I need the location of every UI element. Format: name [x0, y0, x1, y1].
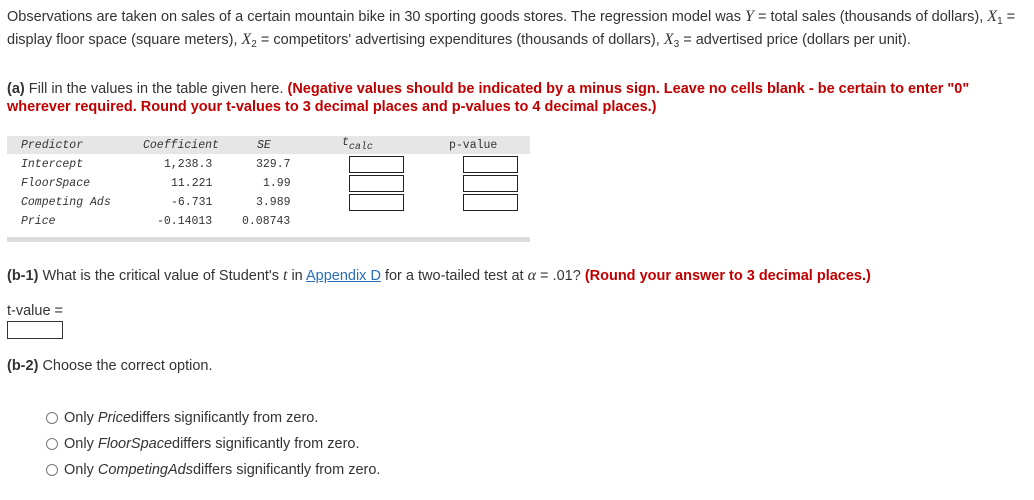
- part-a-instruction: (Negative values should be indicated by a minus sign. Leave no cells blank - be certain to enter "0" wherever required. Round your t-values to 3 decimal places and p-values to 4 decimal places.): [7, 81, 970, 115]
- part-b1-text: for a two-tailed test at: [380, 268, 528, 284]
- intro-text: = competitors' advertising expenditures (thousands of dollars),: [256, 31, 664, 48]
- pvalue-input-intercept[interactable]: [463, 156, 518, 173]
- x2-symbol: X: [241, 30, 252, 48]
- tcalc-input-intercept[interactable]: [349, 156, 404, 173]
- tcalc-main: t: [342, 136, 349, 149]
- row-coefficient: 11.221: [171, 177, 213, 190]
- part-b1-text: in: [287, 268, 306, 284]
- tcalc-input-competing-ads[interactable]: [349, 194, 404, 211]
- part-b1-label: (b-1): [7, 268, 39, 284]
- part-b2-label: (b-2): [7, 358, 39, 374]
- row-coefficient: -6.731: [171, 196, 213, 209]
- option-competingads[interactable]: [46, 462, 380, 478]
- t-value-label: t-value =: [7, 303, 64, 319]
- option-variable: FloorSpace: [97, 436, 173, 452]
- option-floorspace[interactable]: [46, 436, 360, 452]
- x2-subscript: 2: [251, 38, 257, 50]
- option-text: Only: [64, 436, 94, 452]
- row-predictor: FloorSpace: [21, 177, 91, 190]
- option-text: Only: [64, 462, 94, 478]
- header-tcalc: [342, 136, 373, 153]
- part-b2-text: Choose the correct option.: [38, 358, 213, 374]
- option-text: differs significantly from zero.: [192, 462, 381, 478]
- radio-button[interactable]: [46, 464, 58, 476]
- option-variable: CompetingAds: [97, 462, 193, 478]
- option-text: Only: [64, 410, 94, 426]
- x1-subscript: 1: [997, 16, 1003, 27]
- intro-text: Observations are taken on sales of a certain mountain bike in 30 sporting goods stores. The regression model was: [7, 9, 746, 25]
- intro-text: = total sales (thousands of dollars),: [753, 9, 988, 25]
- row-coefficient: 1,238.3: [164, 158, 213, 171]
- part-a-text: Fill in the values in the table given here.: [24, 81, 288, 97]
- x1-symbol: X: [987, 8, 998, 25]
- part-b1-text: What is the critical value of Student's: [38, 268, 283, 284]
- part-a-instructions: [7, 81, 1017, 116]
- tcalc-sub: calc: [348, 142, 373, 153]
- row-se: 3.989: [256, 196, 291, 209]
- problem-statement: [7, 8, 1017, 53]
- x3-subscript: 3: [673, 38, 680, 50]
- t-symbol: t: [282, 267, 288, 284]
- radio-button[interactable]: [46, 412, 58, 424]
- y-symbol: Y: [745, 8, 754, 25]
- row-se: 0.08743: [242, 215, 291, 228]
- regression-table: [7, 136, 530, 242]
- header-predictor: Predictor: [21, 139, 84, 152]
- part-b1-question: [7, 267, 871, 285]
- part-b1-instruction: (Round your answer to 3 decimal places.): [584, 268, 871, 284]
- tcalc-input-floorspace[interactable]: [349, 175, 404, 192]
- alpha-symbol: α: [527, 267, 537, 284]
- part-b1-text: = .01?: [536, 268, 585, 284]
- row-coefficient: -0.14013: [157, 215, 213, 228]
- option-variable: Price: [97, 410, 131, 426]
- t-value-input[interactable]: [7, 321, 63, 339]
- header-se: SE: [257, 139, 271, 152]
- header-coefficient: Coefficient: [143, 139, 219, 152]
- header-pvalue: p-value: [449, 139, 498, 152]
- pvalue-input-competing-ads[interactable]: [463, 194, 518, 211]
- radio-button[interactable]: [46, 438, 58, 450]
- intro-text: = advertised price (dollars per unit).: [679, 31, 911, 48]
- part-a-label: (a): [7, 81, 25, 97]
- option-text: differs significantly from zero.: [172, 436, 360, 452]
- pvalue-input-floorspace[interactable]: [463, 175, 518, 192]
- option-text: differs significantly from zero.: [130, 410, 319, 426]
- option-price[interactable]: [46, 410, 318, 426]
- table-bottom-bar: [7, 237, 530, 242]
- intro-text: = display floor space (square meters),: [7, 9, 1016, 48]
- x3-symbol: X: [663, 30, 674, 48]
- row-se: 329.7: [256, 158, 291, 171]
- row-predictor: Price: [21, 215, 56, 228]
- row-predictor: Intercept: [21, 158, 84, 171]
- row-predictor: Competing Ads: [21, 196, 111, 209]
- row-se: 1.99: [263, 177, 291, 190]
- part-b2-question: [7, 358, 213, 374]
- appendix-d-link[interactable]: Appendix D: [305, 268, 381, 284]
